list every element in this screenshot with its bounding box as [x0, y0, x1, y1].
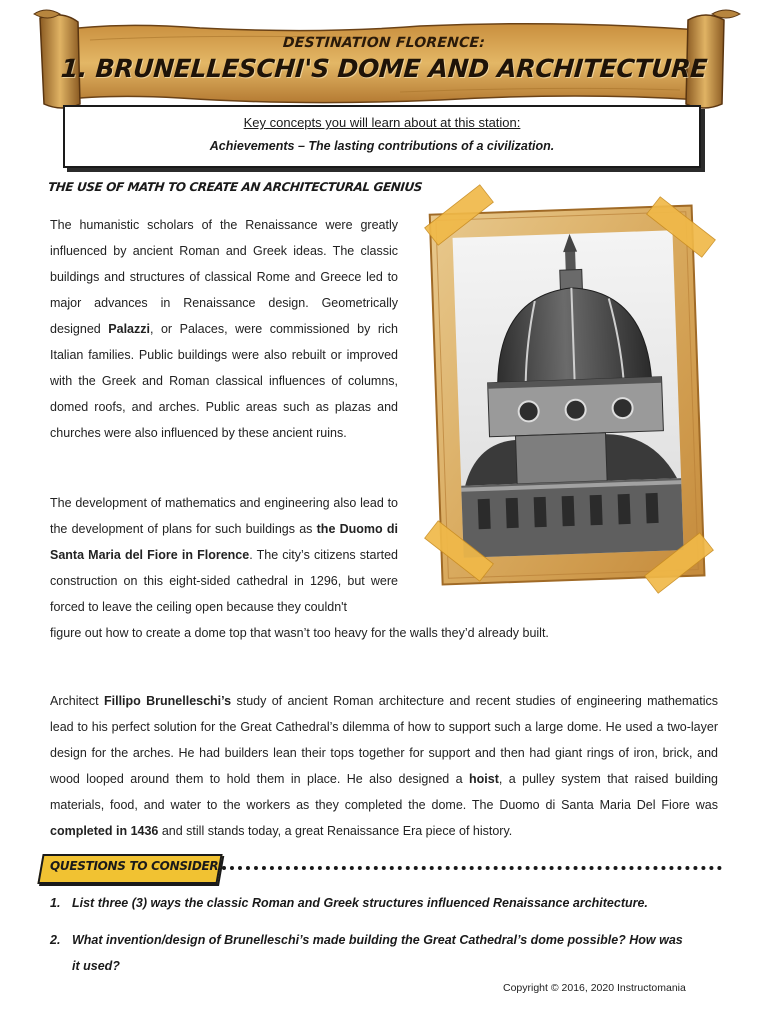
title-banner — [0, 0, 768, 110]
paragraph-brunelleschi — [50, 688, 718, 844]
question-2 — [50, 927, 730, 979]
question-number: 1. — [50, 896, 61, 910]
paragraph-renaissance-influence — [50, 212, 398, 446]
paragraph-text: The humanistic scholars of the Renaissance were greatly influenced by ancient Roman and Greek ideas. The classic buildings and structures of classical Rome and Greece led to major advances in Renaissance design. Geometrically designed — [50, 218, 398, 336]
key-concepts-heading: Key concepts you will learn about at this station: — [243, 115, 521, 130]
paragraph-text: study of ancient Roman architecture and recent studies of engineering mathematics lead to his perfect solution for the Great Cathedral’s dilemma of how to support such a large dome. He used a two-layer design for the arches. He had builders lean their tops together for support and then had giant rings of iron, brick, and wood looped around them to hold them in place. He also designed a — [50, 694, 718, 786]
question-number: 2. — [50, 933, 61, 947]
banner-subtitle: DESTINATION FLORENCE: — [282, 35, 486, 51]
paragraph-text: The development of mathematics and engineering also lead to the development of plans for such buildings as — [50, 496, 398, 536]
paragraph-text: , or Palaces, were commissioned by rich Italian families. Public buildings were also rebuilt or improved with the Greek and Roman classical influences of columns, domed roofs, and arches. Public areas such as plazas and churches were also influenced by these ancient ruins. — [50, 322, 398, 440]
questions-heading: QUESTIONS TO CONSIDER! — [50, 859, 224, 873]
florence-duomo-photo — [418, 182, 718, 602]
question-text-continued: it used? — [72, 959, 120, 973]
paragraph-text-tail: figure out how to create a dome top that wasn’t too heavy for the walls they’d already built. — [50, 626, 549, 640]
paragraph-text: . The city’s citizens started construction on this eight-sided cathedral in 1296, but were forced to leave the ceiling open because they couldn't — [50, 548, 399, 614]
key-concepts-box — [63, 105, 701, 168]
paragraph-text: Architect — [50, 694, 104, 708]
section-heading: THE USE OF MATH TO CREATE AN ARCHITECTURAL GENIUS — [47, 180, 423, 194]
paragraph-mathematics-engineering — [50, 490, 549, 646]
dotted-divider — [222, 866, 722, 876]
question-1 — [50, 890, 730, 916]
term-hoist: hoist — [469, 772, 499, 786]
term-duomo: the Duomo di Santa Maria del Fiore in Florence — [50, 522, 399, 562]
paragraph-text: , a pulley system that raised building materials, food, and water to the workers as they completed the dome. The Duomo di Santa Maria Del Fiore was — [50, 772, 719, 812]
paragraph-text: and still stands today, a great Renaissance Era piece of history. — [158, 824, 513, 838]
question-text: List three (3) ways the classic Roman and Greek structures influenced Renaissance architecture. — [72, 896, 648, 910]
term-completed-1436: completed in 1436 — [50, 824, 159, 838]
copyright-notice: Copyright © 2016, 2020 Instructomania — [503, 982, 686, 994]
questions-banner — [36, 852, 726, 886]
page-title: 1. BRUNELLESCHI'S DOME AND ARCHITECTURE — [59, 54, 709, 83]
term-brunelleschi: Fillipo Brunelleschi’s — [103, 694, 232, 708]
key-concepts-body: Achievements – The lasting contributions of a civilization. — [209, 139, 555, 153]
question-text: What invention/design of Brunelleschi’s made building the Great Cathedral’s dome possible? How was — [72, 933, 683, 947]
term-palazzi: Palazzi — [108, 322, 150, 336]
duomo-photo-icon — [418, 182, 718, 602]
